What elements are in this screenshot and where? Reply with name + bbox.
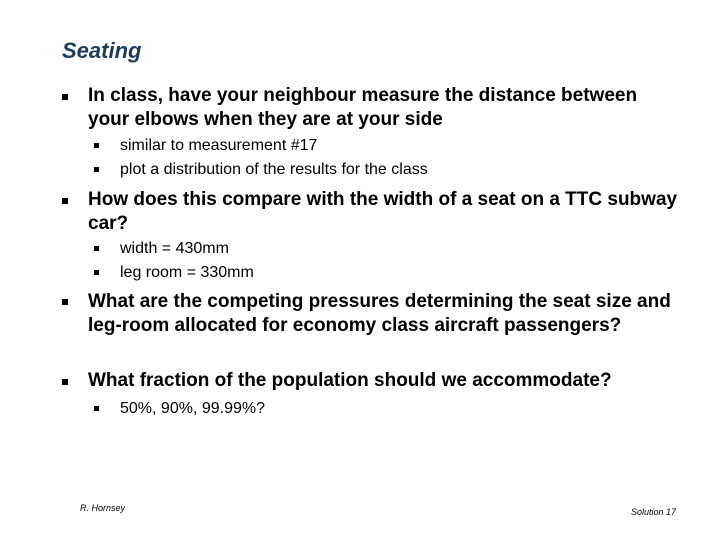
square-bullet-icon	[62, 299, 68, 305]
square-bullet-icon	[94, 270, 99, 275]
square-bullet-icon	[62, 198, 68, 204]
square-bullet-icon	[94, 406, 99, 411]
footer-label: Solution 17	[630, 507, 676, 517]
bullet-2-text: How does this compare with the width of a seat on a TTC subway car?	[88, 189, 678, 234]
bullet-3-text: What are the competing pressures determining the seat size and leg-room allocated for economy class aircraft passengers?	[88, 291, 671, 336]
bullet-1-sub-2: plot a distribution of the results for the class	[120, 161, 428, 178]
bullet-1-sub-1: similar to measurement #17	[120, 137, 318, 154]
square-bullet-icon	[94, 246, 99, 251]
bullet-2-sub-2: leg room = 330mm	[120, 264, 254, 281]
bullet-2-sub-1: width = 430mm	[120, 240, 229, 257]
slide-title: Seating	[62, 38, 142, 63]
footer-author: R. Hornsey	[80, 503, 126, 513]
square-bullet-icon	[62, 94, 68, 100]
bullet-4-sub-1: 50%, 90%, 99.99%?	[120, 400, 265, 417]
square-bullet-icon	[62, 379, 68, 385]
square-bullet-icon	[94, 143, 99, 148]
bullet-4-text: What fraction of the population should we accommodate?	[88, 370, 612, 391]
square-bullet-icon	[94, 167, 99, 172]
bullet-1-text: In class, have your neighbour measure the distance between your elbows when they are at your side	[88, 85, 638, 130]
